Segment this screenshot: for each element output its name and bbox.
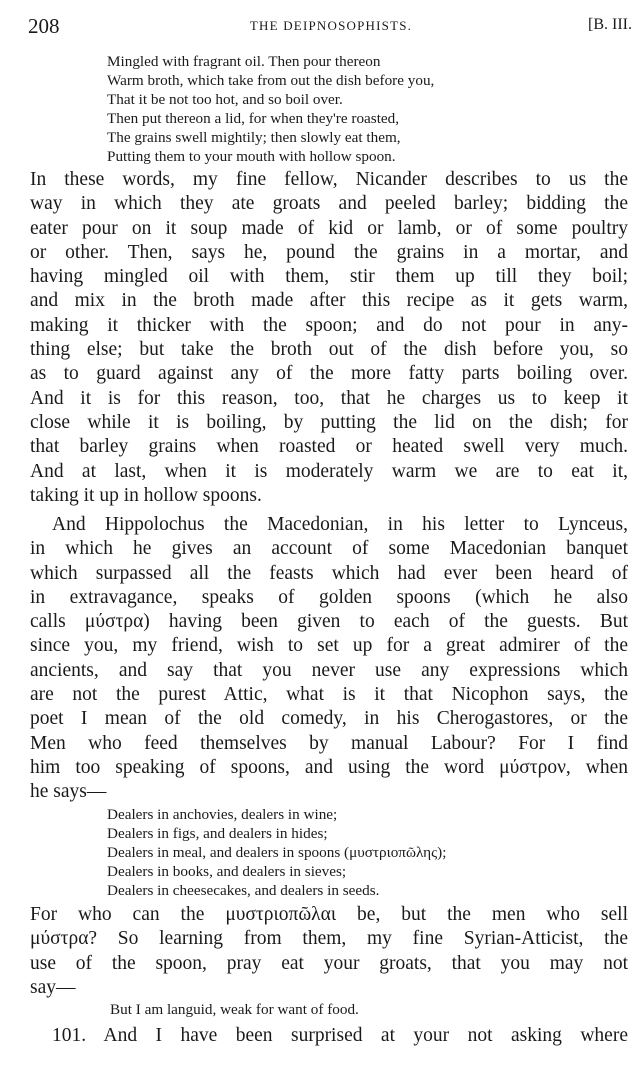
text-line: Men who feed themselves by manual Labour? For I find <box>30 732 628 754</box>
text-line: which surpassed all the feasts which had ever been heard of <box>30 562 628 584</box>
paragraph-section-101 <box>30 1024 628 1048</box>
verse-quote-nicander <box>107 52 434 166</box>
text-line: use of the spoon, pray eat your groats, that you may not <box>30 952 628 974</box>
text-line: thing else; but take the broth out of the dish before you, so <box>30 339 628 361</box>
text-line: taking it up in hollow spoons. <box>30 484 262 506</box>
verse-line: That it be not too hot, and so boil over. <box>107 91 343 108</box>
text-line: that barley grains when roasted or heated swell very much. <box>30 436 628 458</box>
text-line: calls μύστρα) having been given to each of the guests. But <box>30 611 628 633</box>
text-line: since you, my friend, wish to set up for a great admirer of the <box>30 635 628 657</box>
verse-quote-languid <box>110 1000 359 1019</box>
verse-line: Dealers in figs, and dealers in hides; <box>107 825 328 842</box>
text-line: he says— <box>30 781 107 803</box>
verse-line: Dealers in cheesecakes, and dealers in seeds. <box>107 882 380 899</box>
verse-line: But I am languid, weak for want of food. <box>110 1001 359 1018</box>
text-line: For who can the μυστριοπῶλαι be, but the men who sell <box>30 904 628 925</box>
text-line: poet I mean of the old comedy, in his Cherogastores, or the <box>30 708 628 730</box>
text-line: are not the purest Attic, what is it that Nicophon says, the <box>30 684 628 706</box>
text-line: And it is for this reason, too, that he charges us to keep it <box>30 387 628 409</box>
verse-quote-nicophon <box>107 805 446 900</box>
text-line: close while it is boiling, by putting the lid on the dish; for <box>30 411 628 433</box>
text-line: in extravagance, speaks of golden spoons (which he also <box>30 586 628 608</box>
running-title: THE DEIPNOSOPHISTS. <box>249 18 413 33</box>
text-line: or other. Then, says he, pound the grains in a mortar, and <box>30 241 628 263</box>
verse-line: Mingled with fragrant oil. Then pour thereon <box>107 53 381 70</box>
paragraph-spoon-sellers <box>30 903 628 1000</box>
book-marker: [B. III. <box>588 16 632 33</box>
section-number: 101. <box>52 1025 87 1046</box>
text-line: and mix in the broth made after this recipe as it gets warm, <box>30 290 628 312</box>
text-line: μύστρα? So learning from them, my fine Syrian-Atticist, the <box>30 928 628 950</box>
page-number: 208 <box>28 14 60 38</box>
verse-line: Putting them to your mouth with hollow spoon. <box>107 148 396 165</box>
text-line: making it thicker with the spoon; and do not pour in any- <box>30 314 628 336</box>
verse-line: Then put thereon a lid, for when they're roasted, <box>107 110 400 127</box>
verse-line: The grains swell mightily; then slowly eat them, <box>107 129 401 146</box>
text-line: And at last, when it is moderately warm we are to eat it, <box>30 460 628 482</box>
section-text: And I have been surprised at your not asking where <box>103 1025 628 1046</box>
verse-line: Dealers in meal, and dealers in spoons (μυστριοπῶλης); <box>107 844 447 861</box>
paragraph-nicander <box>30 168 628 508</box>
text-line: having mingled oil with them, stir them up till they boil; <box>30 266 628 288</box>
text-line: eater pour on it soup made of kid or lamb, or of some poultry <box>30 217 628 239</box>
text-line: in which he gives an account of some Macedonian banquet <box>30 538 628 560</box>
text-line: way in which they ate groats and peeled barley; bidding the <box>30 193 628 215</box>
paragraph-hippolochus <box>30 513 628 805</box>
verse-line: Warm broth, which take from out the dish before you, <box>107 72 435 89</box>
text-line: as to guard against any of the more fatty parts boiling over. <box>30 363 628 385</box>
text-line: ancients, and say that you never use any expressions which <box>30 659 628 681</box>
verse-line: Dealers in books, and dealers in sieves; <box>107 863 347 880</box>
text-line <box>30 1024 628 1048</box>
verse-line: Dealers in anchovies, dealers in wine; <box>107 806 338 823</box>
text-line: say— <box>30 976 76 998</box>
text-line: In these words, my fine fellow, Nicander describes to us the <box>30 169 628 190</box>
text-line: And Hippolochus the Macedonian, in his letter to Lynceus, <box>52 514 628 535</box>
text-line: him too speaking of spoons, and using the word μύστρον, when <box>30 756 628 778</box>
running-header <box>28 14 634 40</box>
